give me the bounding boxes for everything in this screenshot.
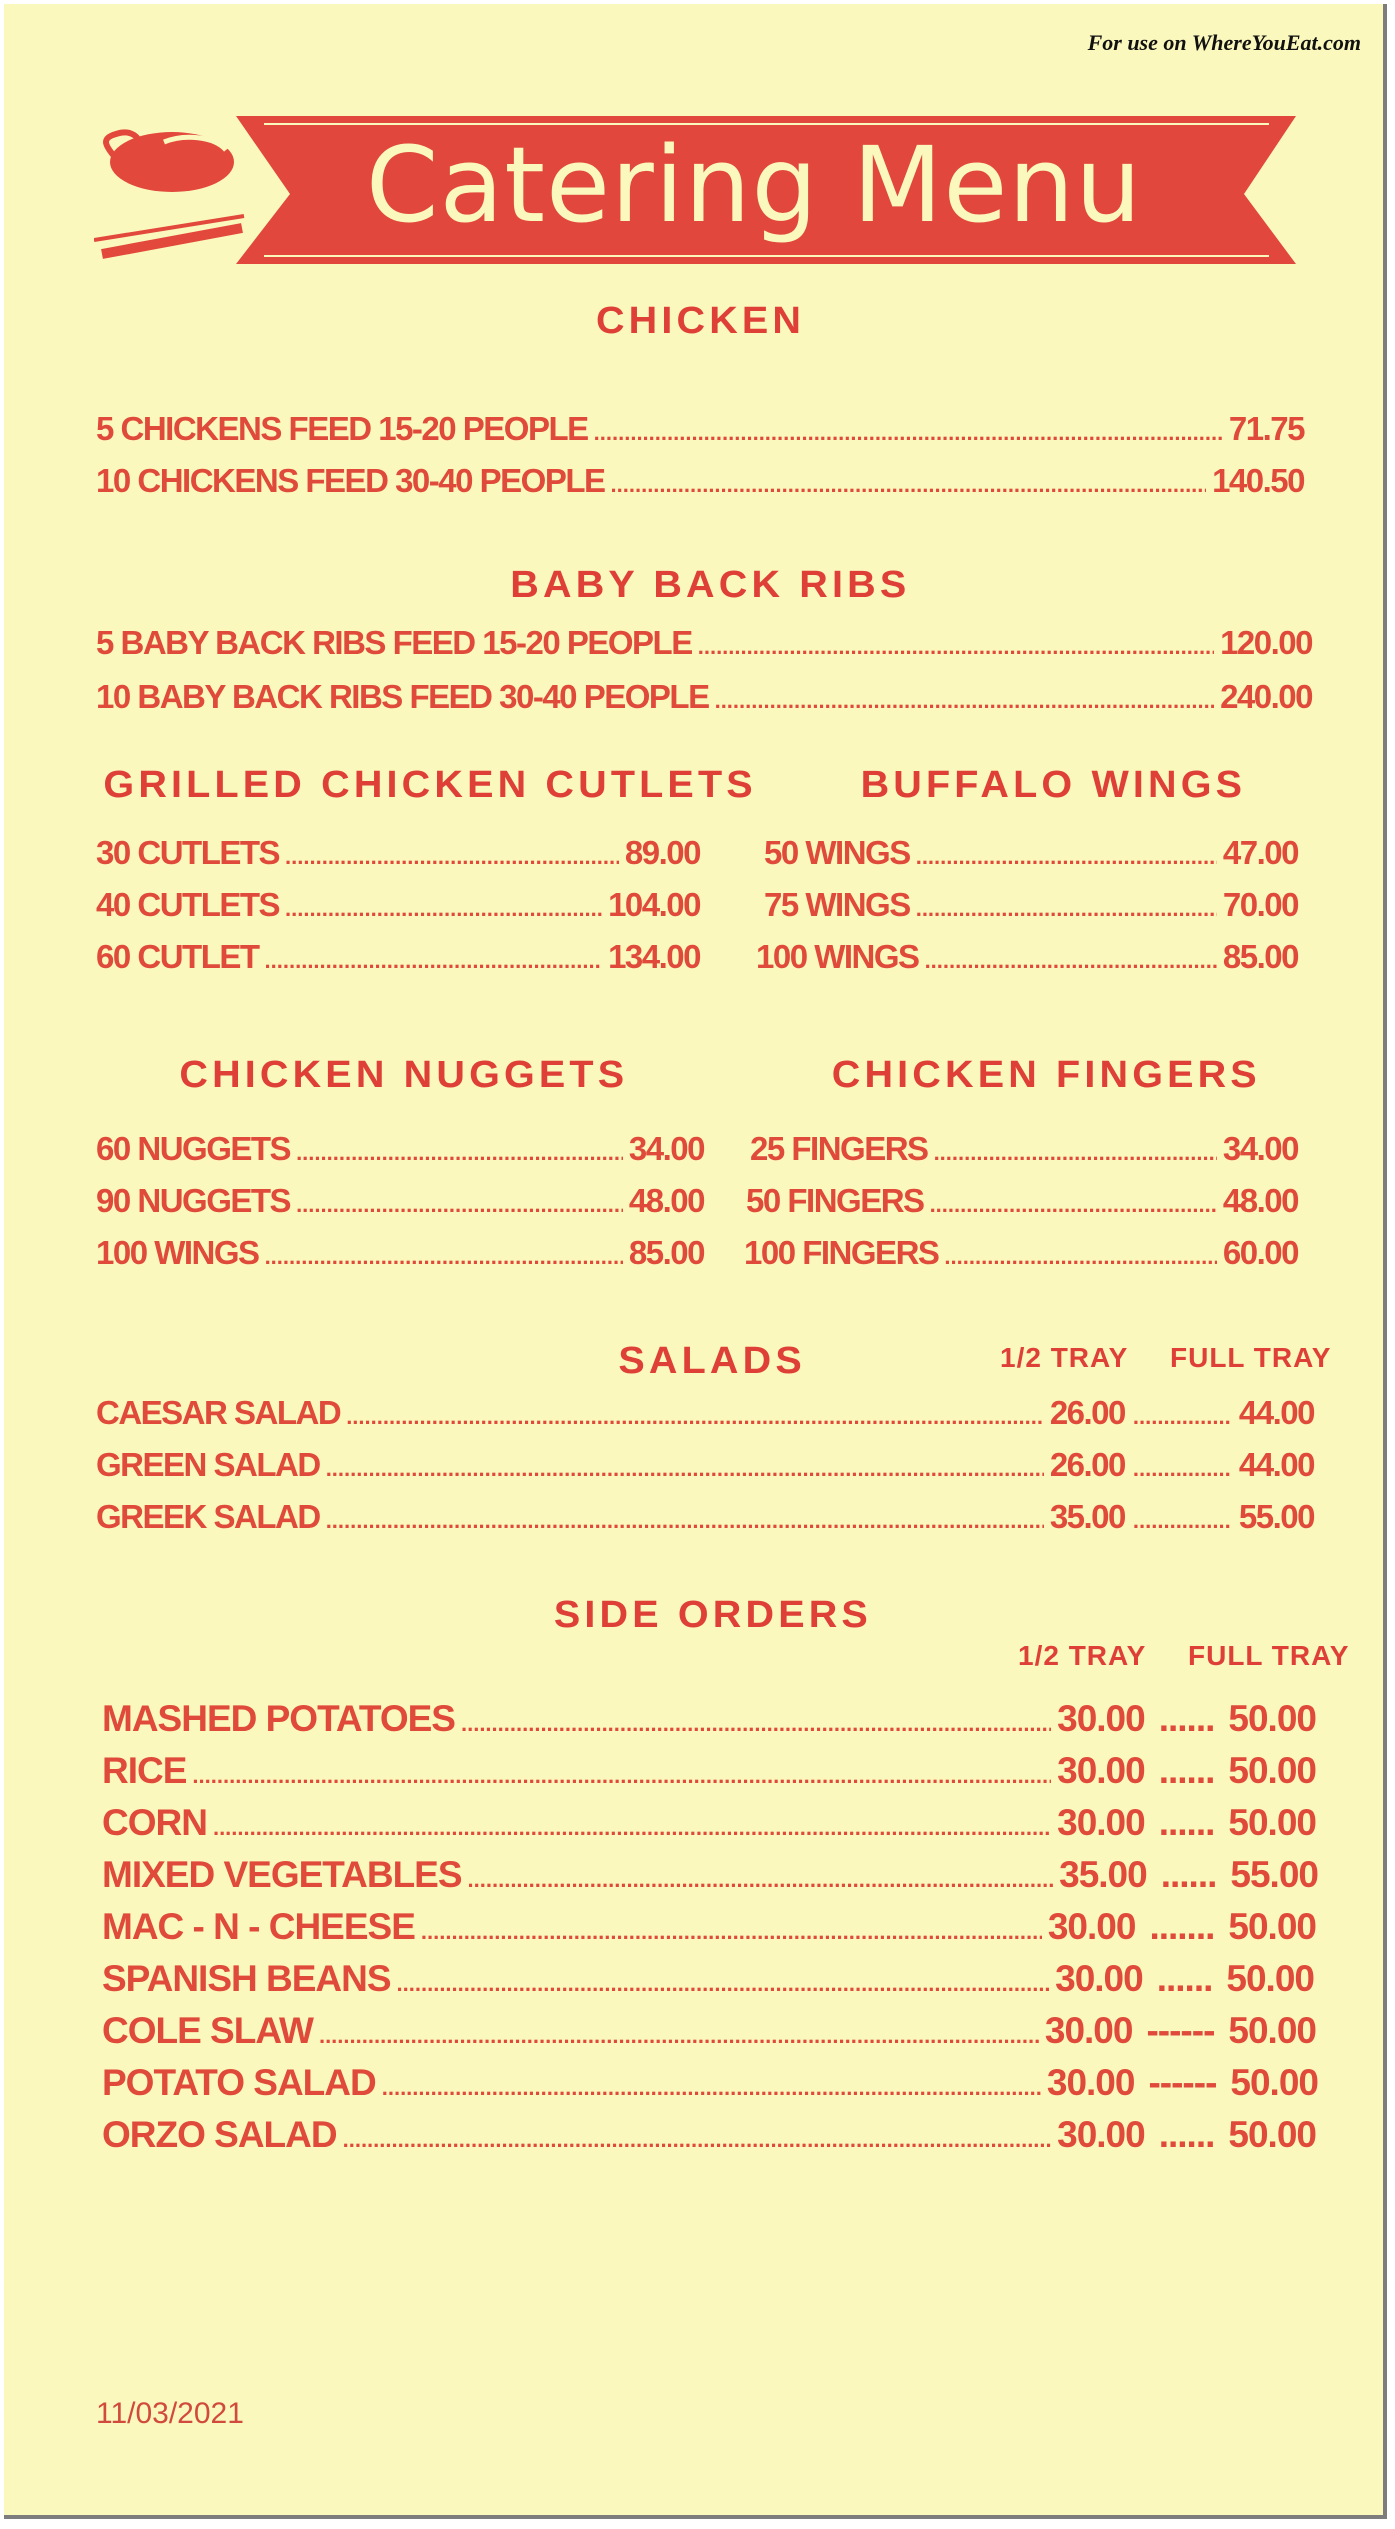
item-price: 34.00 [628,1130,704,1167]
table-row [102,1750,1316,1792]
half-tray-price: 30.00 [1057,1802,1145,1843]
leader-dots [421,1919,1042,1945]
item-label: 60 NUGGETS [96,1130,291,1167]
table-row [102,1958,1314,2000]
leader-dots [715,688,1214,714]
full-tray-price: 50.00 [1228,1802,1316,1843]
item-price: 140.50 [1212,462,1304,499]
full-tray-price: 55.00 [1238,1498,1314,1535]
full-tray-header: FULL TRAY [1170,1342,1332,1373]
item-price: 120.00 [1220,624,1312,661]
full-tray-price: 50.00 [1230,2062,1318,2103]
half-tray-price: 30.00 [1047,1906,1136,1947]
full-tray-price: 50.00 [1228,1906,1316,1947]
full-tray-price: 50.00 [1228,1750,1316,1791]
half-tray-price: 30.00 [1057,2114,1145,2155]
full-tray-price: 44.00 [1238,1394,1314,1431]
list-item [96,1182,704,1220]
item-label: ORZO SALAD [102,2114,337,2155]
list-item [750,1130,1298,1168]
list-item [764,886,1298,924]
item-price: 71.75 [1228,410,1304,447]
cutlets-heading: GRILLED CHICKEN CUTLETS [103,764,757,806]
leader-dots [925,948,1217,974]
leader-dots [326,1456,1044,1482]
separator: ...... [1156,1958,1213,1999]
half-tray-price: 35.00 [1059,1854,1147,1895]
item-price: 85.00 [1222,938,1298,975]
item-label: SPANISH BEANS [102,1958,391,1999]
half-tray-header: 1/2 TRAY [1018,1640,1147,1671]
item-label: CORN [102,1802,207,1843]
item-price: 47.00 [1222,834,1298,871]
item-label: 40 CUTLETS [96,886,280,923]
table-row [102,2010,1316,2052]
separator: ------ [1146,2010,1215,2051]
half-tray-price: 26.00 [1049,1446,1125,1483]
list-item [764,834,1298,872]
item-price: 70.00 [1222,886,1298,923]
table-row [102,1906,1316,1948]
separator-dots [1133,1456,1231,1482]
table-row [102,2062,1318,2104]
item-label: 90 NUGGETS [96,1182,291,1219]
leader-dots [265,948,603,974]
table-row [102,1802,1316,1844]
full-tray-price: 50.00 [1226,1958,1314,1999]
side-orders-heading: SIDE ORDERS [553,1594,872,1636]
item-label: MIXED VEGETABLES [102,1854,462,1895]
leader-dots [326,1508,1044,1534]
leader-dots [192,1763,1051,1789]
separator-dots [1133,1508,1231,1534]
table-row [102,1698,1316,1740]
item-label: RICE [102,1750,187,1791]
item-label: CAESAR SALAD [96,1394,341,1431]
leader-dots [594,420,1223,446]
full-tray-price: 50.00 [1228,2010,1316,2051]
leader-dots [934,1140,1217,1166]
item-price: 60.00 [1222,1234,1298,1271]
banner-title: Catering Menu [365,124,1143,246]
leader-dots [944,1244,1216,1270]
item-price: 85.00 [628,1234,704,1271]
leader-dots [382,2075,1041,2101]
item-label: MASHED POTATOES [102,1698,455,1739]
wings-heading: BUFFALO WINGS [860,764,1247,806]
leader-dots [346,1404,1044,1430]
item-label: 100 WINGS [96,1234,259,1271]
list-item [756,938,1298,976]
print-date: 11/03/2021 [96,2397,244,2430]
list-item [96,624,1312,662]
item-price: 104.00 [608,886,700,923]
list-item [746,1182,1298,1220]
half-tray-header: 1/2 TRAY [1000,1342,1129,1373]
list-item [96,410,1304,448]
leader-dots [296,1140,623,1166]
separator: ------ [1148,2062,1217,2103]
watermark: For use on WhereYouEat.com [1087,30,1361,55]
item-label: POTATO SALAD [102,2062,376,2103]
table-row [102,2114,1316,2156]
item-price: 48.00 [628,1182,704,1219]
list-item [744,1234,1298,1272]
item-label: 30 CUTLETS [96,834,280,871]
leader-dots [397,1971,1050,1997]
list-item [96,886,700,924]
leader-dots [468,1867,1054,1893]
leader-dots [296,1192,623,1218]
ribs-heading: BABY BACK RIBS [510,564,911,606]
separator: ...... [1158,1698,1215,1739]
leader-dots [343,2127,1052,2153]
item-label: 50 WINGS [764,834,910,871]
list-item [96,938,700,976]
leader-dots [319,2023,1039,2049]
table-row [102,1854,1318,1896]
leader-dots [213,1815,1051,1841]
full-tray-price: 50.00 [1228,2114,1316,2155]
item-price: 240.00 [1220,678,1312,715]
separator: ....... [1149,1906,1215,1947]
half-tray-price: 26.00 [1049,1394,1125,1431]
separator: ...... [1160,1854,1217,1895]
leader-dots [916,844,1217,870]
salads-heading: SALADS [618,1340,806,1382]
separator: ...... [1158,1802,1215,1843]
item-label: GREEK SALAD [96,1498,320,1535]
item-label: 100 WINGS [756,938,919,975]
item-label: 5 CHICKENS FEED 15-20 PEOPLE [96,410,588,447]
table-row [96,1498,1314,1536]
full-tray-header: FULL TRAY [1188,1640,1350,1671]
half-tray-price: 30.00 [1057,1698,1145,1739]
nuggets-heading: CHICKEN NUGGETS [179,1054,629,1096]
half-tray-price: 30.00 [1044,2010,1133,2051]
list-item [96,834,700,872]
leader-dots [698,634,1214,660]
separator-dots [1133,1404,1231,1430]
leader-dots [916,896,1217,922]
leader-dots [285,844,619,870]
separator: ...... [1158,1750,1215,1791]
table-row [96,1394,1314,1432]
list-item [96,678,1312,716]
leader-dots [461,1711,1051,1737]
item-price: 48.00 [1222,1182,1298,1219]
leader-dots [611,472,1207,498]
item-price: 34.00 [1222,1130,1298,1167]
full-tray-price: 44.00 [1238,1446,1314,1483]
item-label: 50 FINGERS [746,1182,924,1219]
full-tray-price: 55.00 [1230,1854,1318,1895]
half-tray-price: 35.00 [1049,1498,1125,1535]
chicken-logo-icon [94,132,244,254]
item-label: 5 BABY BACK RIBS FEED 15-20 PEOPLE [96,624,692,661]
table-row [96,1446,1314,1484]
item-label: 100 FINGERS [744,1234,939,1271]
half-tray-price: 30.00 [1055,1958,1143,1999]
item-label: GREEN SALAD [96,1446,320,1483]
leader-dots [285,896,602,922]
chicken-heading: CHICKEN [595,300,806,342]
list-item [96,1130,704,1168]
item-label: 60 CUTLET [96,938,259,975]
separator: ...... [1158,2114,1215,2155]
leader-dots [265,1244,623,1270]
item-price: 134.00 [608,938,700,975]
leader-dots [930,1192,1217,1218]
menu-page [4,4,1387,2519]
fingers-heading: CHICKEN FINGERS [831,1054,1261,1096]
item-label: 25 FINGERS [750,1130,928,1167]
item-price: 89.00 [624,834,700,871]
item-label: COLE SLAW [102,2010,313,2051]
item-label: 10 BABY BACK RIBS FEED 30-40 PEOPLE [96,678,709,715]
list-item [96,462,1304,500]
item-label: 10 CHICKENS FEED 30-40 PEOPLE [96,462,605,499]
list-item [96,1234,704,1272]
half-tray-price: 30.00 [1057,1750,1145,1791]
half-tray-price: 30.00 [1046,2062,1135,2103]
full-tray-price: 50.00 [1228,1698,1316,1739]
item-label: 75 WINGS [764,886,910,923]
item-label: MAC - N - CHEESE [102,1906,415,1947]
